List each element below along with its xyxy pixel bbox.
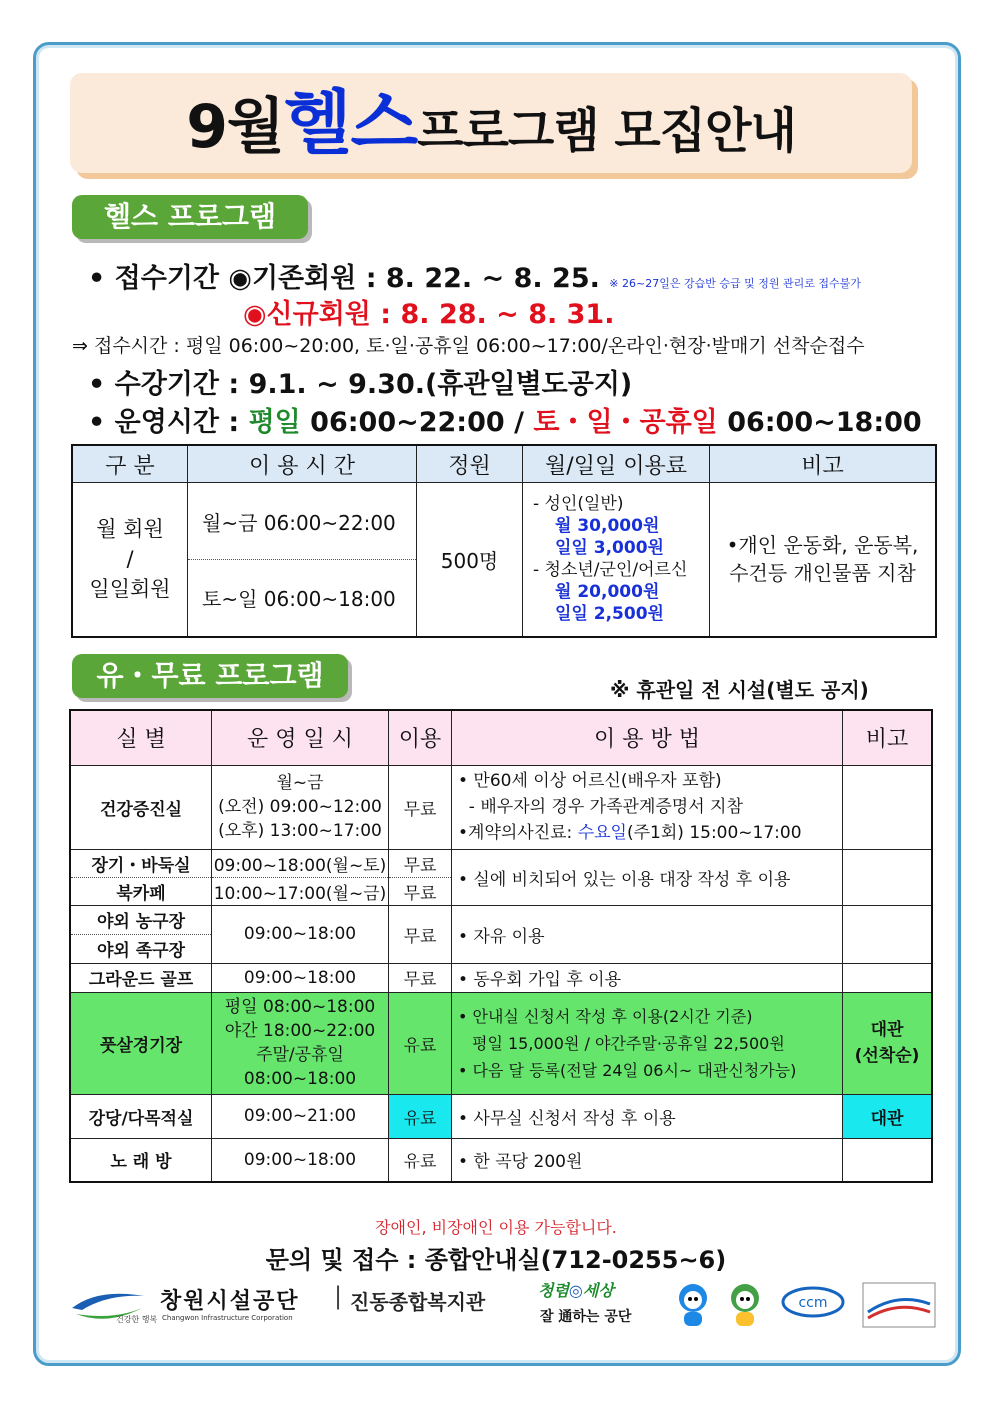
table-row	[70, 905, 932, 934]
room-time: 09:00~18:00	[212, 905, 389, 963]
room-time: 09:00~21:00	[212, 1094, 389, 1138]
reg-label: • 접수기간	[88, 263, 219, 294]
fee-line: - 청소년/군인/어르신	[533, 560, 688, 581]
t2-header-time: 운 영 일 시	[212, 710, 389, 765]
method-line: • 안내실 신청서 작성 후 이용(2시간 기준)	[458, 1006, 753, 1026]
center-name: 진동종합복지관	[350, 1290, 486, 1314]
org-divider: |	[334, 1282, 343, 1310]
room-method: • 사무실 신청서 작성 후 이용	[452, 1094, 843, 1138]
time-line: 08:00~18:00	[243, 1069, 357, 1089]
room-name: 강당/다목적실	[70, 1094, 212, 1138]
room-fee: 유료	[389, 992, 452, 1094]
room-time: 10:00~17:00(월~금)	[212, 877, 389, 905]
room-time: 09:00~18:00	[212, 963, 389, 992]
room-method	[452, 992, 843, 1094]
room-note	[843, 992, 933, 1094]
room-name: 야외 농구장	[70, 905, 212, 934]
room-fee: 무료	[389, 765, 452, 849]
note-line: (선착순)	[854, 1046, 920, 1066]
hours-weekday-label: 평일	[248, 407, 301, 438]
method-line: 평일 15,000원 / 야간주말·공휴일 22,500원	[472, 1033, 785, 1053]
t1-header-category: 구 분	[72, 445, 188, 483]
section-health-label: 헬스 프로그램	[72, 195, 308, 239]
contact-info: 문의 및 접수 : 종합안내실(712-0255~6)	[265, 1246, 727, 1274]
reg-existing-mark: ◉기존회원	[228, 263, 357, 294]
t1-header-fee: 월/일일 이용료	[523, 445, 710, 483]
slogan: 잘 通하는 공단	[540, 1309, 632, 1325]
closure-note: ※ 휴관일 전 시설(별도 공지)	[610, 678, 869, 702]
logo-small-text: 건강한 행복	[116, 1315, 158, 1324]
time-line: 야간 18:00~22:00	[224, 1021, 376, 1041]
method-text: •계약의사진료:	[458, 823, 573, 843]
hours-label: • 운영시간 :	[88, 407, 240, 438]
reg-time: ⇒ 접수시간 : 평일 06:00~20:00, 토·일·공휴일 06:00~17:00/온라인·현장·발매기 선착순접수	[72, 335, 865, 357]
mascot-blue-icon	[668, 1280, 718, 1330]
room-name: 북카페	[70, 877, 212, 905]
time-line: 월~금	[276, 773, 324, 793]
room-name: 장기・바둑실	[70, 849, 212, 877]
hours-line	[88, 400, 922, 439]
room-name: 그라운드 골프	[70, 963, 212, 992]
ccm-logo-icon	[778, 1284, 848, 1328]
room-fee: 유료	[389, 1094, 452, 1138]
t1-fees	[523, 483, 710, 637]
reg-line-1	[88, 256, 861, 295]
method-line: • 만60세 이상 어르신(배우자 포함)	[458, 771, 722, 791]
room-time	[212, 765, 389, 849]
certification-logo-icon	[862, 1282, 936, 1328]
hours-weekday-time: 06:00~22:00 /	[310, 407, 524, 438]
method-line	[458, 820, 842, 846]
table-row	[70, 1094, 932, 1138]
room-note	[843, 849, 933, 905]
ccm-text: ccm	[798, 1295, 828, 1311]
fee-line: 일일 2,500원	[555, 604, 664, 625]
section-free-label: 유・무료 프로그램	[72, 654, 348, 698]
time-line: (오전) 09:00~12:00	[218, 797, 382, 817]
org-swoosh-icon	[68, 1286, 158, 1326]
table-row	[70, 1138, 932, 1182]
room-time: 09:00~18:00(월~토)	[212, 849, 389, 877]
method-line: • 다음 달 등록(전달 24일 06시~ 대관신청가능)	[458, 1060, 797, 1080]
room-method: • 한 곡당 200원	[452, 1138, 843, 1182]
hours-weekend-label: 토・일・공휴일	[533, 407, 718, 438]
method-text: (주1회) 15:00~17:00	[626, 823, 802, 843]
title-rest: 프로그램 모집안내	[417, 103, 796, 159]
period-value: : 9.1. ~ 9.30.(휴관일별도공지)	[228, 369, 633, 400]
room-note	[843, 963, 933, 992]
reg-existing-dates: : 8. 22. ~ 8. 25.	[365, 263, 600, 294]
room-name: 풋살경기장	[70, 992, 212, 1094]
title-month: 9월	[186, 92, 284, 162]
t1-note	[710, 483, 937, 637]
t2-header-fee: 이용	[389, 710, 452, 765]
t1-header-note: 비고	[710, 445, 937, 483]
reg-new-dates: : 8. 28. ~ 8. 31.	[380, 299, 615, 330]
room-name: 건강증진실	[70, 765, 212, 849]
note-line: 대관	[870, 1020, 904, 1040]
room-method	[452, 765, 843, 849]
room-time: 09:00~18:00	[212, 1138, 389, 1182]
table-row	[70, 849, 932, 877]
slogan-top-a: 청렴	[538, 1281, 569, 1300]
t1-note-line: •개인 운동화, 운동복,	[726, 533, 919, 558]
t1-header-capacity: 정원	[417, 445, 523, 483]
room-method: • 실에 비치되어 있는 이용 대장 작성 후 이용	[452, 849, 843, 905]
time-line: 평일 08:00~18:00	[224, 997, 376, 1017]
time-line: (오후) 13:00~17:00	[218, 821, 382, 841]
reg-note: ※ 26~27일은 강습반 승급 및 정원 관리로 접수불가	[609, 277, 861, 290]
org-name-en: Changwon Infrastructure Corporation	[162, 1314, 293, 1322]
t1-capacity: 500명	[417, 483, 523, 637]
t1-category-line: 월 회원	[96, 517, 164, 542]
t1-header-time: 이 용 시 간	[188, 445, 417, 483]
room-method: • 동우회 가입 후 이용	[452, 963, 843, 992]
room-note: 대관	[843, 1094, 933, 1138]
t1-time-weekday: 월~금 06:00~22:00	[188, 483, 417, 560]
room-note	[843, 1138, 933, 1182]
reg-new-mark: ◉신규회원	[243, 299, 371, 330]
room-note	[843, 905, 933, 963]
room-fee: 무료	[389, 963, 452, 992]
t1-category-line: 일일회원	[89, 577, 171, 602]
table-row	[70, 963, 932, 992]
table-row	[70, 765, 932, 849]
t1-time-weekend: 토~일 06:00~18:00	[188, 560, 417, 637]
fee-line: - 성인(일반)	[533, 494, 624, 515]
t2-header-room: 실 별	[70, 710, 212, 765]
period-label: • 수강기간	[88, 369, 219, 400]
org-name: 창원시설공단	[160, 1289, 300, 1314]
time-line: 주말/공휴일	[256, 1045, 344, 1065]
t2-header-note: 비고	[843, 710, 933, 765]
hours-weekend-time: 06:00~18:00	[727, 407, 922, 438]
t1-category	[72, 483, 188, 637]
footer-logos	[68, 1282, 938, 1332]
slogan-top-b: 세상	[582, 1281, 614, 1300]
room-method: • 자유 이용	[452, 905, 843, 963]
room-fee: 무료	[389, 905, 452, 963]
title-banner	[70, 73, 912, 173]
method-line: - 배우자의 경우 가족관계증명서 지참	[458, 797, 743, 817]
room-fee: 무료	[389, 877, 452, 905]
slogan-top: 청렴◎세상	[538, 1281, 614, 1300]
table-row	[70, 992, 932, 1094]
t2-header-method: 이 용 방 법	[452, 710, 843, 765]
fee-line: 일일 3,000원	[555, 538, 664, 559]
free-program-table	[69, 709, 933, 1183]
method-day: 수요일	[577, 823, 627, 843]
t1-category-line: /	[126, 547, 134, 572]
mascot-green-icon	[720, 1280, 770, 1330]
period-line	[88, 362, 632, 401]
t1-note-line: 수건등 개인물품 지참	[729, 561, 916, 586]
room-name: 야외 족구장	[70, 934, 212, 963]
fee-line: 월 20,000원	[555, 582, 660, 603]
health-program-table	[71, 444, 937, 638]
room-fee: 무료	[389, 849, 452, 877]
room-name: 노 래 방	[70, 1138, 212, 1182]
room-time	[212, 992, 389, 1094]
title-health: 헬스	[283, 82, 418, 164]
reg-line-2	[243, 292, 614, 331]
accessibility-note: 장애인, 비장애인 이용 가능합니다.	[375, 1218, 617, 1237]
room-note	[843, 765, 933, 849]
room-fee: 유료	[389, 1138, 452, 1182]
fee-line: 월 30,000원	[555, 516, 660, 537]
